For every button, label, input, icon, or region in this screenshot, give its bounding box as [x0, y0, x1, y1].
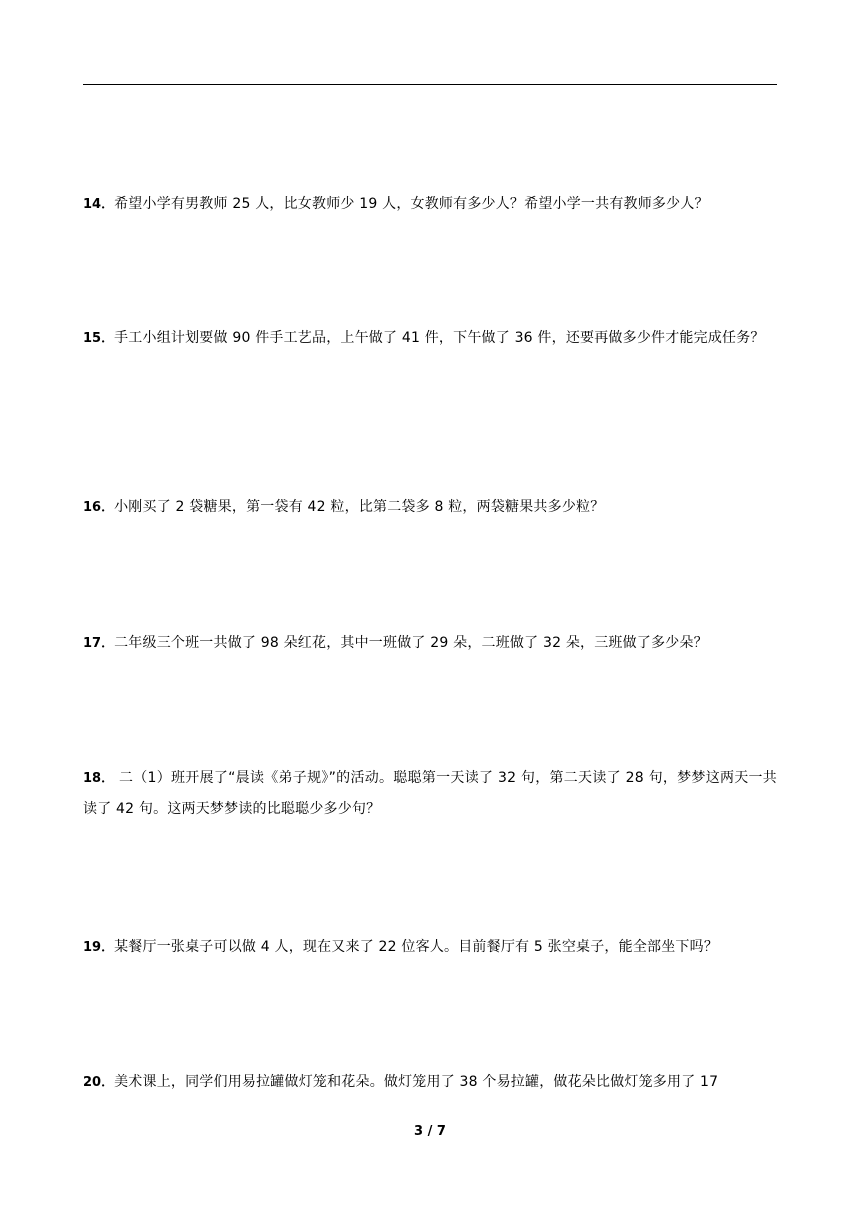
- question-number: 17．: [83, 636, 115, 651]
- question-number: 16．: [83, 500, 115, 515]
- question-20: [83, 1067, 777, 1098]
- question-number: 14．: [83, 197, 115, 212]
- question-text: 美术课上，同学们用易拉罐做灯笼和花朵。做灯笼用了 38 个易拉罐，做花朵比做灯笼多用了 17: [114, 1074, 719, 1090]
- question-number: 18．: [83, 771, 115, 786]
- question-text: 二年级三个班一共做了 98 朵红花，其中一班做了 29 朵，二班做了 32 朵，三班做了多少朵？: [114, 635, 708, 651]
- question-19: [83, 932, 777, 963]
- question-text: 手工小组计划要做 90 件手工艺品，上午做了 41 件，下午做了 36 件，还要再做多少件才能完成任务？: [114, 330, 765, 346]
- question-18: [83, 763, 777, 825]
- header-rule: [83, 84, 777, 85]
- question-text: 小刚买了 2 袋糖果，第一袋有 42 粒，比第二袋多 8 粒，两袋糖果共多少粒？: [114, 499, 605, 515]
- question-14: [83, 189, 777, 220]
- question-number: 15．: [83, 331, 115, 346]
- question-text: 希望小学有男教师 25 人，比女教师少 19 人，女教师有多少人？希望小学一共有教师多少人？: [114, 196, 709, 212]
- page-number: 3 / 7: [414, 1124, 446, 1139]
- question-number: 20．: [83, 1075, 115, 1090]
- question-number: 19．: [83, 940, 115, 955]
- question-15: [83, 323, 777, 354]
- question-17: [83, 628, 777, 659]
- question-text: 二（1）班开展了“晨读《弟子规》”的活动。聪聪第一天读了 32 句，第二天读了 28 句，梦梦这两天一共读了 42 句。这两天梦梦读的比聪聪少多少句？: [83, 770, 778, 817]
- question-16: [83, 492, 777, 523]
- question-text: 某餐厅一张桌子可以做 4 人，现在又来了 22 位客人。目前餐厅有 5 张空桌子，能全部坐下吗？: [114, 939, 719, 955]
